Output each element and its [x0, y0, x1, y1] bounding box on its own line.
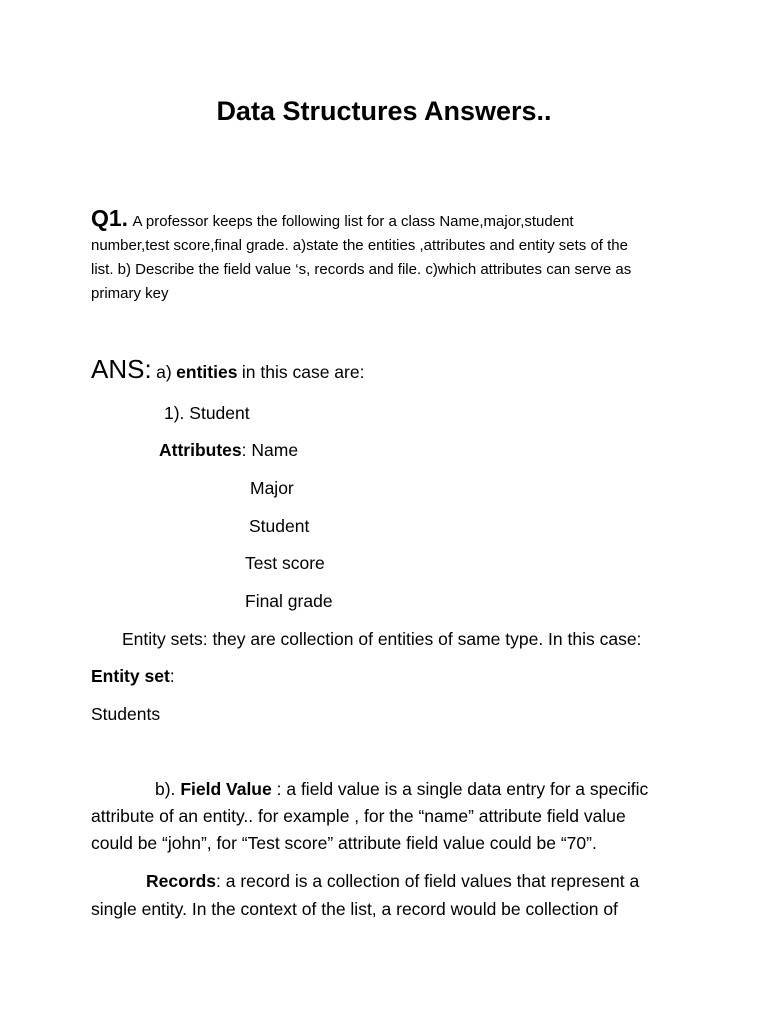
part-b-prefix: b). [155, 779, 176, 799]
question-text-4: primary key [91, 285, 169, 302]
attributes-line [159, 440, 298, 461]
records-line-1 [146, 871, 639, 892]
answer-label: ANS: [91, 354, 152, 384]
field-value-text-3: could be “john”, for “Test score” attribute field value could be “70”. [91, 833, 597, 853]
records-term: Records [146, 871, 217, 891]
page-title: Data Structures Answers.. [216, 96, 552, 126]
entity-set-colon: : [169, 666, 175, 686]
field-value-line-1 [155, 779, 648, 800]
part-a-prefix: a) [156, 362, 172, 382]
attribute-item: Major [250, 478, 294, 498]
answer-line [91, 354, 364, 385]
attribute-item: Test score [245, 553, 325, 573]
question-label: Q1. [91, 205, 129, 231]
attribute-item: Final grade [245, 591, 333, 611]
entities-rest: in this case are: [241, 362, 365, 382]
entity-item: 1). Student [164, 403, 250, 423]
question-text-2: number,test score,final grade. a)state the entities ,attributes and entity sets of the [91, 237, 628, 254]
entity-set-heading [91, 666, 175, 687]
attribute-item: Student [249, 516, 310, 536]
entities-term: entities [176, 362, 238, 382]
entity-set-value: Students [91, 704, 161, 724]
field-value-text-2: attribute of an entity.. for example , for the “name” attribute field value [91, 806, 626, 826]
records-text-2: single entity. In the context of the list, a record would be collection of [91, 899, 618, 919]
question-text-1: A professor keeps the following list for a class Name,major,student [132, 213, 574, 230]
records-text-1: : a record is a collection of field values that represent a [216, 871, 640, 891]
attributes-term: Attributes [159, 440, 242, 460]
field-value-term: Field Value [180, 779, 272, 799]
entity-set-term: Entity set [91, 666, 170, 686]
field-value-text-1: : a field value is a single data entry for a specific [276, 779, 649, 799]
entity-sets-description: Entity sets: they are collection of entities of same type. In this case: [122, 629, 642, 649]
question-line-1 [91, 205, 574, 232]
attribute-first: : Name [241, 440, 299, 460]
question-text-3: list. b) Describe the field value ‘s, records and file. c)which attributes can serve as [91, 261, 632, 278]
